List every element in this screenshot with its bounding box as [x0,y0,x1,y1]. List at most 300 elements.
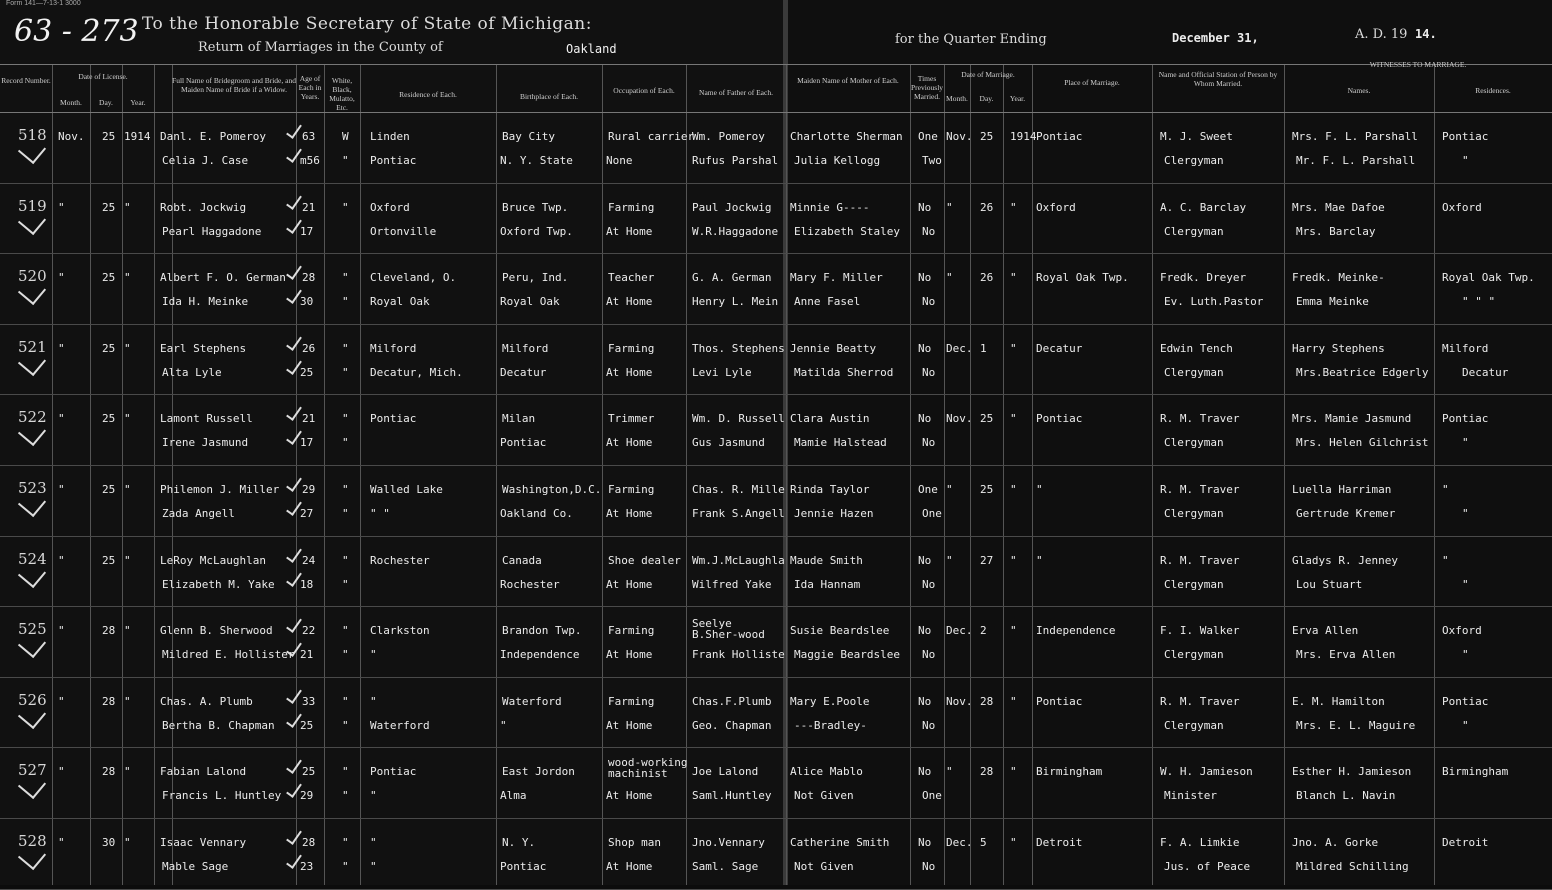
witness-1-residence: Milford [1442,342,1489,355]
bride-birthplace: " [500,719,507,732]
license-year: " [124,765,131,778]
groom-birthplace: Bruce Twp. [502,201,569,214]
officiant-name: F. A. Limkie [1160,836,1240,849]
row-rule [0,465,1552,466]
groom-times-married: No [918,271,932,284]
witness-2-name: Blanch L. Navin [1296,789,1396,802]
column-rule [1284,64,1285,885]
bride-residence: Waterford [370,719,430,732]
witness-1-residence: Royal Oak Twp. [1442,271,1535,284]
groom-age: 21 [302,201,316,214]
bride-occupation: At Home [606,719,653,732]
groom-father: Paul Jockwig [692,201,772,214]
bride-father: Frank S.Angell [692,507,785,520]
license-day: 28 [102,695,116,708]
column-rule [172,64,173,885]
groom-birthplace: Milan [502,412,536,425]
marriage-month: " [946,765,953,778]
groom-occupation: Rural carrier [608,130,695,143]
officiant-name: R. M. Traver [1160,412,1240,425]
witness-1-name: Harry Stephens [1292,342,1385,355]
year-suffix: 14. [1415,27,1437,41]
witness-1-residence: " [1442,483,1449,496]
groom-age: 33 [302,695,316,708]
license-day: 25 [102,483,116,496]
groom-residence: Cleveland, O. [370,271,457,284]
marriage-day: 27 [980,554,994,567]
groom-residence: Linden [370,130,410,143]
bride-father: Gus Jasmund [692,436,765,449]
bride-name: Francis L. Huntley [162,789,282,802]
witness-2-name: Mrs. Barclay [1296,225,1376,238]
bride-name: Mildred E. Hollister [162,648,295,661]
column-rule [786,64,787,885]
column-rule [602,64,603,885]
license-year: " [124,836,131,849]
officiant-name: Edwin Tench [1160,342,1233,355]
license-day: 30 [102,836,116,849]
bride-color: " [342,295,349,308]
bride-occupation: At Home [606,507,653,520]
witness-2-residence: " [1462,578,1469,591]
file-number: 63 - 273 [14,14,139,49]
bridegroom-name: Danl. E. Pomeroy [160,130,266,143]
bride-father: Rufus Parshal [692,154,779,167]
groom-father: Seelye B.Sher-wood [692,617,765,641]
record-number: 519 [18,197,47,215]
bride-occupation: At Home [606,578,653,591]
marriage-day: 25 [980,130,994,143]
bride-birthplace: Alma [500,789,527,802]
record-number: 524 [18,550,47,568]
groom-occupation: Farming [608,201,655,214]
groom-age: 63 [302,130,316,143]
groom-age: 28 [302,836,316,849]
groom-father: Jno.Vennary [692,836,765,849]
license-month: " [58,271,65,284]
witness-1-name: Fredk. Meinke- [1292,271,1385,284]
groom-times-married: One [918,130,938,143]
column-header-age: Age of Each in Years. [298,74,322,101]
record-number: 522 [18,408,47,426]
bride-color: " [342,719,349,732]
row-rule [0,253,1552,254]
groom-residence: Milford [370,342,417,355]
marriage-place: Pontiac [1036,695,1083,708]
column-header-residence: Residence of Each. [399,90,457,99]
column-header-officiant: Name and Official Station of Person by Whom Married. [1158,70,1278,88]
groom-occupation: Shoe dealer [608,554,681,567]
marriage-day: 25 [980,412,994,425]
bride-color: " [342,507,349,520]
bride-mother: Julia Kellogg [794,154,881,167]
officiant-station: Clergyman [1164,154,1224,167]
witness-1-name: Mrs. Mae Dafoe [1292,201,1385,214]
witness-1-residence: Pontiac [1442,412,1489,425]
officiant-station: Ev. Luth.Pastor [1164,295,1264,308]
witness-1-residence: Detroit [1442,836,1489,849]
license-day: 25 [102,130,116,143]
groom-mother: Mary E.Poole [790,695,870,708]
groom-color: " [342,695,349,708]
column-header-birthplace: Birthplace of Each. [519,92,579,101]
license-month: " [58,554,65,567]
bride-mother: Not Given [794,789,854,802]
bride-age: 27 [300,507,314,520]
witness-2-name: Mrs. Erva Allen [1296,648,1396,661]
license-month: " [58,765,65,778]
bride-times-married: One [922,507,942,520]
bride-residence: Pontiac [370,154,417,167]
groom-color: " [342,554,349,567]
marriage-year: " [1010,342,1017,355]
bride-name: Bertha B. Chapman [162,719,275,732]
bride-age: 30 [300,295,314,308]
bride-mother: Anne Fasel [794,295,861,308]
column-header-day: Day. [99,98,113,107]
marriage-year: " [1010,412,1017,425]
column-header-m-year: Year. [1009,94,1026,103]
groom-mother: Charlotte Sherman [790,130,903,143]
bride-residence: Ortonville [370,225,437,238]
marriage-year: " [1010,695,1017,708]
bride-color: " [342,789,349,802]
marriage-month: " [946,554,953,567]
license-month: " [58,624,65,637]
groom-color: " [342,624,349,637]
marriage-place: Birmingham [1036,765,1103,778]
witness-2-residence: " [1462,154,1469,167]
bridegroom-name: Glenn B. Sherwood [160,624,273,637]
witness-2-residence: " [1462,648,1469,661]
groom-birthplace: Peru, Ind. [502,271,569,284]
officiant-name: R. M. Traver [1160,483,1240,496]
row-rule [0,394,1552,395]
officiant-name: M. J. Sweet [1160,130,1233,143]
marriage-day: 28 [980,695,994,708]
bride-residence: " [370,860,377,873]
groom-residence: " [370,836,377,849]
bride-age: 17 [300,436,314,449]
witness-1-residence: Pontiac [1442,695,1489,708]
license-day: 25 [102,342,116,355]
marriage-year: 1914 [1010,130,1037,143]
groom-times-married: No [918,554,932,567]
groom-times-married: No [918,342,932,355]
bride-residence: " " [370,507,390,520]
officiant-station: Clergyman [1164,436,1224,449]
bride-occupation: At Home [606,295,653,308]
witness-1-name: Esther H. Jamieson [1292,765,1412,778]
witness-2-name: Mildred Schilling [1296,860,1409,873]
bride-times-married: Two [922,154,942,167]
document-title: To the Honorable Secretary of State of Michigan: [142,14,592,34]
bride-times-married: No [922,436,936,449]
row-rule [0,536,1552,537]
row-rule [0,747,1552,748]
license-month: Nov. [58,130,85,143]
bride-mother: Jennie Hazen [794,507,874,520]
witness-1-name: Erva Allen [1292,624,1359,637]
groom-mother: Alice Mablo [790,765,863,778]
column-rule [1152,64,1153,885]
column-rule [122,64,123,885]
witness-2-residence: Decatur [1462,366,1509,379]
groom-times-married: No [918,695,932,708]
bride-mother: Not Given [794,860,854,873]
marriage-place: Independence [1036,624,1116,637]
header-rule [0,112,1552,113]
license-month: " [58,342,65,355]
record-number: 525 [18,620,47,638]
groom-residence: Oxford [370,201,410,214]
bride-father: Saml.Huntley [692,789,772,802]
groom-birthplace: N. Y. [502,836,536,849]
marriage-year: " [1010,836,1017,849]
bride-occupation: At Home [606,436,653,449]
marriage-month: Dec. [946,836,973,849]
record-number: 518 [18,126,47,144]
bride-father: W.R.Haggadone [692,225,779,238]
officiant-name: Fredk. Dreyer [1160,271,1247,284]
marriage-year: " [1010,554,1017,567]
groom-age: 21 [302,412,316,425]
license-day: 25 [102,554,116,567]
bride-name: Irene Jasmund [162,436,249,449]
officiant-station: Clergyman [1164,507,1224,520]
bride-birthplace: Pontiac [500,436,547,449]
column-header-witnesses: WITNESSES TO MARRIAGE. [1369,60,1467,69]
marriage-place: " [1036,554,1043,567]
marriage-day: 5 [980,836,987,849]
marriage-month: Nov. [946,130,973,143]
marriage-place: Decatur [1036,342,1083,355]
witness-2-name: Gertrude Kremer [1296,507,1396,520]
groom-color: " [342,201,349,214]
bridegroom-name: LeRoy McLaughlan [160,554,266,567]
witness-1-name: Luella Harriman [1292,483,1392,496]
groom-residence: Rochester [370,554,430,567]
bride-color: " [342,436,349,449]
marriage-day: 26 [980,271,994,284]
bride-residence: Decatur, Mich. [370,366,463,379]
groom-age: 29 [302,483,316,496]
bride-father: Frank Holliste [692,648,785,661]
bride-name: Celia J. Case [162,154,249,167]
witness-2-name: Mrs. E. L. Maguire [1296,719,1416,732]
license-year: 1914 [124,130,151,143]
bride-occupation: At Home [606,366,653,379]
officiant-station: Clergyman [1164,578,1224,591]
marriage-place: " [1036,483,1043,496]
witness-2-name: Mr. F. L. Parshall [1296,154,1416,167]
column-header-times-married: Times Previously Married. [910,74,944,101]
bride-birthplace: Pontiac [500,860,547,873]
column-header-m-month: Month. [946,94,968,103]
column-header-father: Name of Father of Each. [699,88,773,97]
bridegroom-name: Philemon J. Miller [160,483,280,496]
witness-1-residence: " [1442,554,1449,567]
witness-1-name: Gladys R. Jenney [1292,554,1398,567]
form-id: Form 141—7-13-1 3000 [6,0,81,7]
column-header-month: Month. [60,98,82,107]
witness-1-residence: Oxford [1442,624,1482,637]
groom-color: W [342,130,349,143]
groom-age: 22 [302,624,316,637]
groom-residence: Clarkston [370,624,430,637]
witness-2-name: Lou Stuart [1296,578,1363,591]
groom-age: 24 [302,554,316,567]
license-year: " [124,695,131,708]
bride-name: Mable Sage [162,860,229,873]
bride-residence: " [370,789,377,802]
bride-age: 25 [300,366,314,379]
record-number: 526 [18,691,47,709]
groom-father: Thos. Stephens [692,342,785,355]
column-header-mother: Maiden Name of Mother of Each. [797,76,899,85]
groom-birthplace: East Jordon [502,765,575,778]
column-rule [1434,64,1435,885]
groom-father: Chas. R. Mille [692,483,785,496]
groom-father: Wm. D. Russell [692,412,785,425]
officiant-name: F. I. Walker [1160,624,1240,637]
row-rule [0,677,1552,678]
license-month: " [58,201,65,214]
column-rule [52,64,53,885]
bride-father: Saml. Sage [692,860,759,873]
officiant-station: Clergyman [1164,719,1224,732]
bride-mother: ---Bradley- [794,719,867,732]
groom-residence: Pontiac [370,765,417,778]
column-header-m-day: Day. [979,94,994,103]
marriage-month: " [946,271,953,284]
groom-times-married: No [918,836,932,849]
column-rule [1032,64,1033,885]
column-header-place: Place of Marriage. [1064,78,1120,87]
bride-father: Henry L. Mein [692,295,779,308]
bride-occupation: At Home [606,225,653,238]
license-year: " [124,412,131,425]
bride-name: Alta Lyle [162,366,222,379]
column-header-w-residences: Residences. [1475,86,1511,95]
bridegroom-name: Fabian Lalond [160,765,247,778]
license-year: " [124,624,131,637]
column-header-date-of-license: Date of License. [78,72,128,81]
bride-mother: Elizabeth Staley [794,225,900,238]
row-rule [0,183,1552,184]
witness-2-name: Mrs. Helen Gilchrist [1296,436,1429,449]
bridegroom-name: Earl Stephens [160,342,247,355]
bride-father: Levi Lyle [692,366,752,379]
marriage-place: Pontiac [1036,130,1083,143]
license-year: " [124,271,131,284]
column-rule [154,64,155,885]
groom-birthplace: Canada [502,554,542,567]
column-rule [90,64,91,885]
record-number: 527 [18,761,47,779]
license-year: " [124,554,131,567]
bride-age: m56 [300,154,320,167]
groom-birthplace: Bay City [502,130,555,143]
column-rule [324,64,325,885]
return-prefix: Return of Marriages in the County of [198,40,443,55]
groom-birthplace: Waterford [502,695,562,708]
bride-mother: Matilda Sherrod [794,366,894,379]
bride-birthplace: Oakland Co. [500,507,573,520]
groom-color: " [342,765,349,778]
license-day: 28 [102,624,116,637]
column-header-color: White, Black, Mulatto, Etc. [329,76,355,112]
column-header-names: Full Name of Bridegroom and Bride, and Maiden Name of Bride if a Widow. [172,76,296,94]
groom-birthplace: Milford [502,342,549,355]
quarter-label: for the Quarter Ending [895,32,1047,47]
groom-times-married: No [918,412,932,425]
year-prefix: A. D. 19 [1355,27,1408,42]
groom-mother: Susie Beardslee [790,624,890,637]
groom-occupation: Teacher [608,271,655,284]
groom-age: 26 [302,342,316,355]
witness-1-residence: Pontiac [1442,130,1489,143]
marriage-month: " [946,483,953,496]
marriage-month: Nov. [946,695,973,708]
groom-mother: Rinda Taylor [790,483,870,496]
witness-1-name: Mrs. Mamie Jasmund [1292,412,1412,425]
bridegroom-name: Chas. A. Plumb [160,695,253,708]
officiant-station: Clergyman [1164,366,1224,379]
bride-age: 17 [300,225,314,238]
groom-mother: Mary F. Miller [790,271,883,284]
bride-father: Geo. Chapman [692,719,772,732]
groom-occupation: Shop man [608,836,661,849]
witness-1-name: Mrs. F. L. Parshall [1292,130,1418,143]
witness-1-name: Jno. A. Gorke [1292,836,1379,849]
groom-father: Wm.J.McLaughla [692,554,785,567]
groom-color: " [342,271,349,284]
witness-2-residence: " " " [1462,295,1496,308]
license-month: " [58,695,65,708]
marriage-month: Dec. [946,342,973,355]
bride-times-married: No [922,578,936,591]
groom-father: G. A. German [692,271,772,284]
bride-age: 25 [300,719,314,732]
column-header-occupation: Occupation of Each. [613,86,675,95]
groom-mother: Minnie G---- [790,201,870,214]
bride-color: " [342,648,349,661]
witness-2-name: Mrs.Beatrice Edgerly [1296,366,1429,379]
license-day: 25 [102,201,116,214]
groom-mother: Maude Smith [790,554,863,567]
column-rule [910,64,911,885]
bride-times-married: One [922,789,942,802]
bride-mother: Mamie Halstead [794,436,887,449]
witness-2-residence: " [1462,436,1469,449]
marriage-place: Detroit [1036,836,1083,849]
groom-color: " [342,412,349,425]
column-header-record: Record Number. [1,76,51,85]
groom-residence: Walled Lake [370,483,443,496]
bride-color: " [342,578,349,591]
witness-1-residence: Birmingham [1442,765,1509,778]
bride-birthplace: Rochester [500,578,560,591]
marriage-year: " [1010,483,1017,496]
record-number: 523 [18,479,47,497]
groom-times-married: One [918,483,938,496]
groom-times-married: No [918,624,932,637]
marriage-year: " [1010,271,1017,284]
column-rule [944,64,945,885]
groom-age: 25 [302,765,316,778]
officiant-station: Clergyman [1164,648,1224,661]
